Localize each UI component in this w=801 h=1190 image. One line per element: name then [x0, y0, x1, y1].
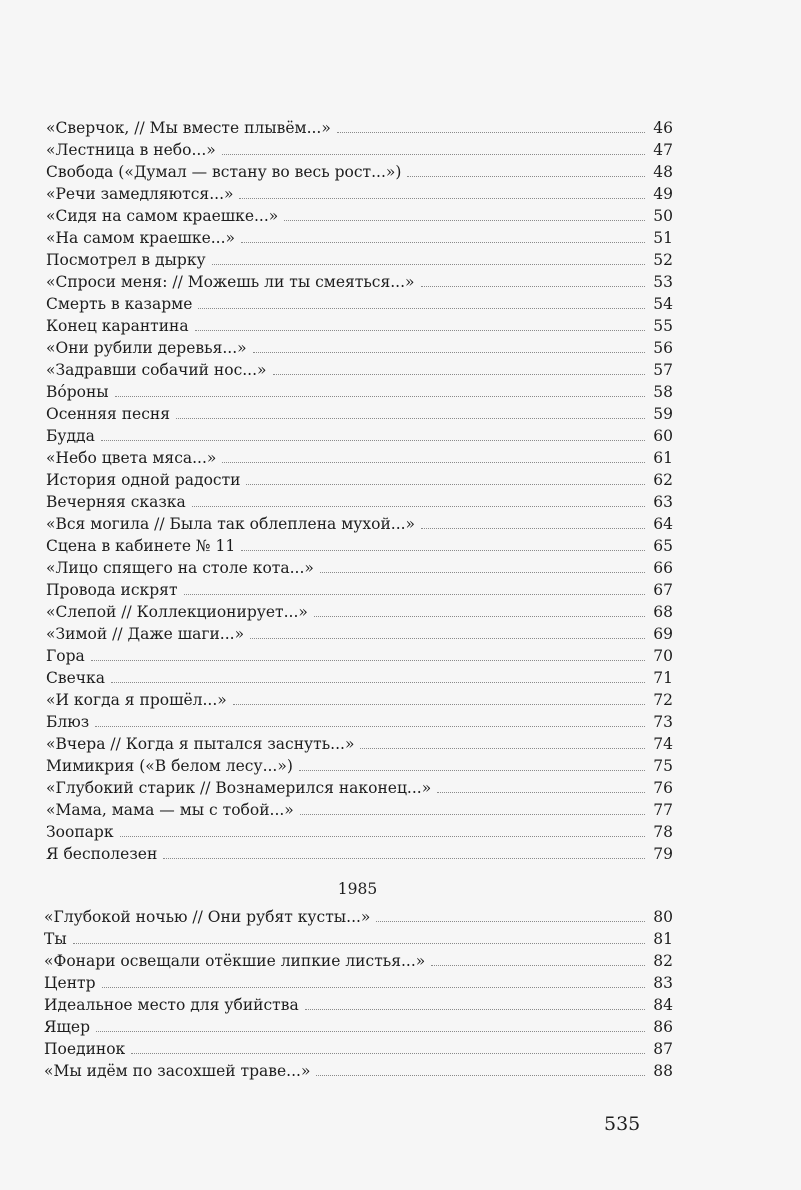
toc-entry: [46, 183, 673, 205]
dot-leader: [284, 220, 645, 221]
toc-entry-title: Осенняя песня: [46, 405, 170, 423]
toc-entry-title: Идеальное место для убийства: [44, 996, 299, 1014]
dot-leader: [421, 528, 645, 529]
dot-leader: [300, 814, 645, 815]
toc-entry-title: Смерть в казарме: [46, 295, 193, 313]
toc-entry-page: 65: [653, 537, 673, 555]
toc-entry-title: Поединок: [44, 1040, 126, 1058]
toc-entry-title: «Спроси меня: // Можешь ли ты смеяться...»: [46, 273, 415, 291]
toc-entry: [46, 667, 673, 689]
toc-entry-page: 47: [653, 141, 673, 159]
toc-entry-page: 77: [653, 801, 673, 819]
toc-entry-title: «Зимой // Даже шаги...»: [46, 625, 245, 643]
toc-entry-title: Я бесполезен: [46, 845, 158, 863]
toc-entry-title: «Слепой // Коллекционирует...»: [46, 603, 308, 621]
toc-entry-page: 74: [653, 735, 673, 753]
dot-leader: [253, 352, 645, 353]
toc-entry-title: Вечерняя сказка: [46, 493, 186, 511]
toc-entry-title: Ты: [44, 930, 67, 948]
toc-entry-page: 59: [653, 405, 673, 423]
dot-leader: [241, 242, 645, 243]
toc-entry: [46, 161, 673, 183]
toc-entry: [46, 733, 673, 755]
year-heading: [0, 880, 801, 898]
toc-entry-page: 50: [653, 207, 673, 225]
toc-entry-page: 64: [653, 515, 673, 533]
toc-entry: [46, 205, 673, 227]
dot-leader: [73, 943, 645, 944]
toc-entry: [46, 535, 673, 557]
toc-entry: [46, 799, 673, 821]
dot-leader: [115, 396, 645, 397]
dot-leader: [96, 1031, 645, 1032]
toc-entry: [46, 381, 673, 403]
toc-entry-page: 86: [653, 1018, 673, 1036]
toc-entry-title: Зоопарк: [46, 823, 114, 841]
table-of-contents-section-1: [46, 117, 673, 865]
toc-entry-page: 70: [653, 647, 673, 665]
toc-entry-page: 49: [653, 185, 673, 203]
dot-leader: [198, 308, 645, 309]
dot-leader: [233, 704, 645, 705]
toc-entry-page: 48: [653, 163, 673, 181]
dot-leader: [91, 660, 645, 661]
dot-leader: [421, 286, 645, 287]
toc-entry-title: «Они рубили деревья...»: [46, 339, 247, 357]
toc-entry: [46, 271, 673, 293]
toc-entry-title: «Сидя на самом краешке...»: [46, 207, 279, 225]
toc-entry-title: «Лестница в небо...»: [46, 141, 216, 159]
toc-entry: [44, 994, 673, 1016]
toc-entry-page: 73: [653, 713, 673, 731]
toc-entry: [46, 557, 673, 579]
toc-entry: [46, 513, 673, 535]
toc-entry: [46, 293, 673, 315]
toc-entry: [46, 139, 673, 161]
toc-entry-page: 56: [653, 339, 673, 357]
dot-leader: [316, 1075, 645, 1076]
dot-leader: [222, 462, 645, 463]
dot-leader: [437, 792, 645, 793]
toc-entry-title: Мимикрия («В белом лесу...»): [46, 757, 293, 775]
toc-entry-page: 63: [653, 493, 673, 511]
toc-entry-page: 88: [653, 1062, 673, 1080]
toc-entry-page: 79: [653, 845, 673, 863]
toc-entry: [46, 249, 673, 271]
toc-entry: [46, 601, 673, 623]
table-of-contents-section-2: [44, 906, 673, 1082]
toc-entry: [46, 645, 673, 667]
dot-leader: [120, 836, 645, 837]
dot-leader: [299, 770, 645, 771]
toc-entry: [46, 469, 673, 491]
toc-entry-page: 69: [653, 625, 673, 643]
page-number: 535: [604, 1113, 641, 1135]
toc-entry-title: Свобода («Думал — встану во весь рост...»): [46, 163, 402, 181]
dot-leader: [192, 506, 645, 507]
toc-entry-title: «Небо цвета мяса...»: [46, 449, 217, 467]
toc-entry-title: Во́роны: [46, 383, 109, 401]
toc-entry-title: «Мы идём по засохшей траве...»: [44, 1062, 311, 1080]
toc-entry: [46, 623, 673, 645]
toc-entry-page: 75: [653, 757, 673, 775]
toc-entry-title: «Глубокий старик // Вознамерился наконец...»: [46, 779, 432, 797]
toc-entry-page: 58: [653, 383, 673, 401]
toc-entry-page: 61: [653, 449, 673, 467]
toc-entry: [46, 821, 673, 843]
toc-entry: [46, 315, 673, 337]
toc-entry-page: 66: [653, 559, 673, 577]
toc-entry-page: 62: [653, 471, 673, 489]
toc-entry-title: «Вчера // Когда я пытался заснуть...»: [46, 735, 355, 753]
dot-leader: [212, 264, 645, 265]
dot-leader: [222, 154, 645, 155]
toc-entry-page: 57: [653, 361, 673, 379]
toc-entry: [46, 425, 673, 447]
toc-entry-page: 84: [653, 996, 673, 1014]
dot-leader: [407, 176, 645, 177]
toc-entry: [46, 227, 673, 249]
dot-leader: [273, 374, 645, 375]
dot-leader: [360, 748, 645, 749]
toc-entry-page: 68: [653, 603, 673, 621]
toc-entry-page: 76: [653, 779, 673, 797]
toc-entry: [46, 777, 673, 799]
toc-entry: [46, 579, 673, 601]
dot-leader: [337, 132, 645, 133]
dot-leader: [111, 682, 645, 683]
toc-entry: [44, 972, 673, 994]
dot-leader: [102, 987, 645, 988]
toc-entry: [46, 403, 673, 425]
dot-leader: [131, 1053, 645, 1054]
toc-entry-title: Провода искрят: [46, 581, 178, 599]
toc-entry-title: «И когда я прошёл...»: [46, 691, 227, 709]
toc-entry-page: 87: [653, 1040, 673, 1058]
toc-entry-page: 80: [653, 908, 673, 926]
dot-leader: [241, 550, 645, 551]
toc-entry-page: 82: [653, 952, 673, 970]
toc-entry-page: 67: [653, 581, 673, 599]
toc-entry: [46, 337, 673, 359]
toc-entry-title: «На самом краешке...»: [46, 229, 236, 247]
toc-entry: [44, 906, 673, 928]
dot-leader: [431, 965, 645, 966]
dot-leader: [246, 484, 645, 485]
toc-entry-title: История одной радости: [46, 471, 241, 489]
toc-entry-title: «Глубокой ночью // Они рубят кусты...»: [44, 908, 371, 926]
toc-entry-title: Конец карантина: [46, 317, 189, 335]
toc-entry-page: 46: [653, 119, 673, 137]
dot-leader: [320, 572, 645, 573]
dot-leader: [195, 330, 645, 331]
year-heading-text: 1985: [337, 880, 378, 898]
dot-leader: [314, 616, 645, 617]
toc-entry-title: «Речи замедляются...»: [46, 185, 234, 203]
toc-entry-page: 78: [653, 823, 673, 841]
toc-entry: [44, 1060, 673, 1082]
dot-leader: [95, 726, 645, 727]
dot-leader: [184, 594, 645, 595]
dot-leader: [163, 858, 645, 859]
toc-entry-page: 55: [653, 317, 673, 335]
toc-entry-title: Ящер: [44, 1018, 91, 1036]
toc-entry-page: 71: [653, 669, 673, 687]
toc-entry: [44, 950, 673, 972]
dot-leader: [176, 418, 645, 419]
dot-leader: [239, 198, 645, 199]
toc-entry: [44, 1038, 673, 1060]
toc-entry: [46, 711, 673, 733]
toc-entry: [46, 755, 673, 777]
toc-entry-title: Гора: [46, 647, 85, 665]
toc-entry-title: «Фонари освещали отёкшие липкие листья...»: [44, 952, 426, 970]
toc-entry-title: «Лицо спящего на столе кота...»: [46, 559, 314, 577]
toc-entry-page: 81: [653, 930, 673, 948]
toc-entry: [46, 447, 673, 469]
dot-leader: [250, 638, 645, 639]
dot-leader: [305, 1009, 645, 1010]
toc-entry-title: «Вся могила // Была так облеплена мухой...»: [46, 515, 416, 533]
toc-entry-title: Сцена в кабинете № 11: [46, 537, 236, 555]
toc-entry-title: Будда: [46, 427, 95, 445]
toc-entry: [46, 689, 673, 711]
toc-entry-page: 51: [653, 229, 673, 247]
toc-entry-page: 54: [653, 295, 673, 313]
toc-entry-page: 83: [653, 974, 673, 992]
dot-leader: [101, 440, 645, 441]
dot-leader: [376, 921, 645, 922]
toc-entry: [46, 117, 673, 139]
toc-entry: [44, 928, 673, 950]
toc-entry-page: 60: [653, 427, 673, 445]
toc-entry-title: «Сверчок, // Мы вместе плывём...»: [46, 119, 331, 137]
toc-entry: [46, 491, 673, 513]
toc-entry-page: 53: [653, 273, 673, 291]
toc-entry: [46, 843, 673, 865]
toc-entry-page: 72: [653, 691, 673, 709]
toc-entry-title: Посмотрел в дырку: [46, 251, 206, 269]
toc-entry-title: «Мама, мама — мы с тобой...»: [46, 801, 294, 819]
toc-entry: [46, 359, 673, 381]
toc-entry-title: Центр: [44, 974, 96, 992]
toc-entry-title: Свечка: [46, 669, 105, 687]
toc-entry-page: 52: [653, 251, 673, 269]
toc-entry: [44, 1016, 673, 1038]
toc-entry-title: Блюз: [46, 713, 90, 731]
toc-entry-title: «Задравши собачий нос...»: [46, 361, 267, 379]
